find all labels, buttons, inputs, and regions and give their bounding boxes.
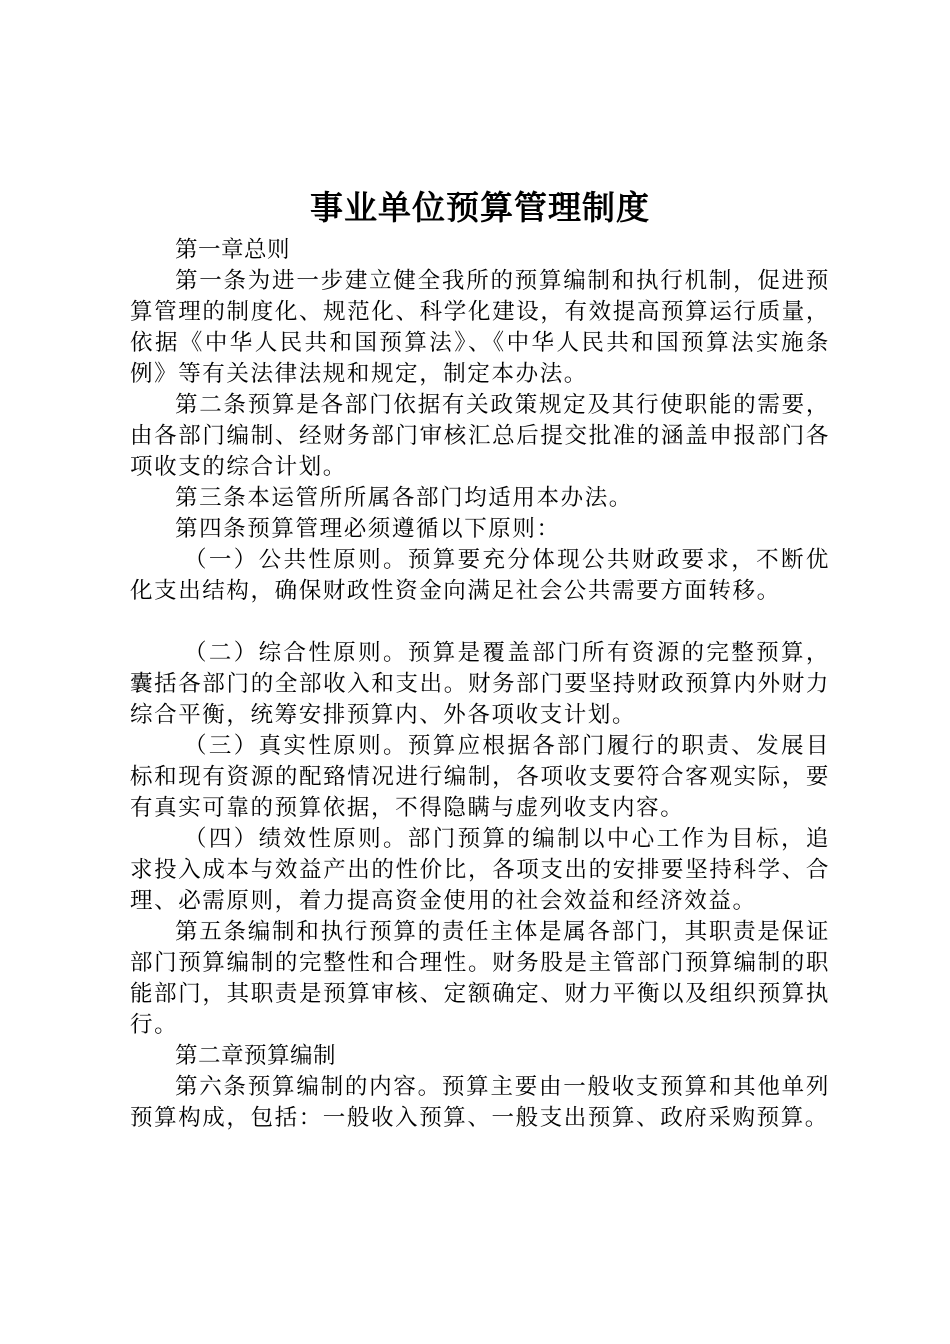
document-title: 事业单位预算管理制度 — [310, 188, 650, 227]
article-paragraph: 第一条为进一步建立健全我所的预算编制和执行机制，促进预算管理的制度化、规范化、科学化建设，有效提高预算运行质量，依据《中华人民共和国预算法》、《中华人民共和国预算法实施条例》等有关法律法规和规定，制定本办法。 — [130, 268, 830, 387]
principle-paragraph: （二）综合性原则。预算是覆盖部门所有资源的完整预算，囊括各部门的全部收入和支出。财务部门要坚持财政预算内外财力综合平衡，统筹安排预算内、外各项收支计划。 — [130, 640, 830, 728]
principle-paragraph: （三）真实性原则。预算应根据各部门履行的职责、发展目标和现有资源的配臵情况进行编制，各项收支要符合客观实际，要有真实可靠的预算依据，不得隐瞒与虚列收支内容。 — [130, 733, 830, 821]
article-paragraph: 第二条预算是各部门依据有关政策规定及其行使职能的需要，由各部门编制、经财务部门审核汇总后提交批准的涵盖申报部门各项收支的综合计划。 — [130, 392, 830, 480]
chapter-heading: 第一章总则 — [175, 237, 291, 263]
article-paragraph: 第四条预算管理必须遵循以下原则： — [175, 516, 561, 542]
document-page — [130, 183, 830, 1134]
article-paragraph: 第三条本运管所所属各部门均适用本办法。 — [175, 485, 633, 511]
chapter-heading: 第二章预算编制 — [175, 1043, 337, 1069]
principle-paragraph: （四）绩效性原则。部门预算的编制以中心工作为目标，追求投入成本与效益产出的性价比，各项支出的安排要坚持科学、合理、必需原则，着力提高资金使用的社会效益和经济效益。 — [130, 826, 830, 914]
article-paragraph: 第六条预算编制的内容。预算主要由一般收支预算和其他单列预算构成，包括：一般收入预算、一般支出预算、政府采购预算。 — [130, 1074, 830, 1131]
article-paragraph: 第五条编制和执行预算的责任主体是属各部门，其职责是保证部门预算编制的完整性和合理性。财务股是主管部门预算编制的职能部门，其职责是预算审核、定额确定、财力平衡以及组织预算执行。 — [130, 919, 830, 1038]
principle-paragraph: （一）公共性原则。预算要充分体现公共财政要求，不断优化支出结构，确保财政性资金向满足社会公共需要方面转移。 — [130, 547, 830, 604]
